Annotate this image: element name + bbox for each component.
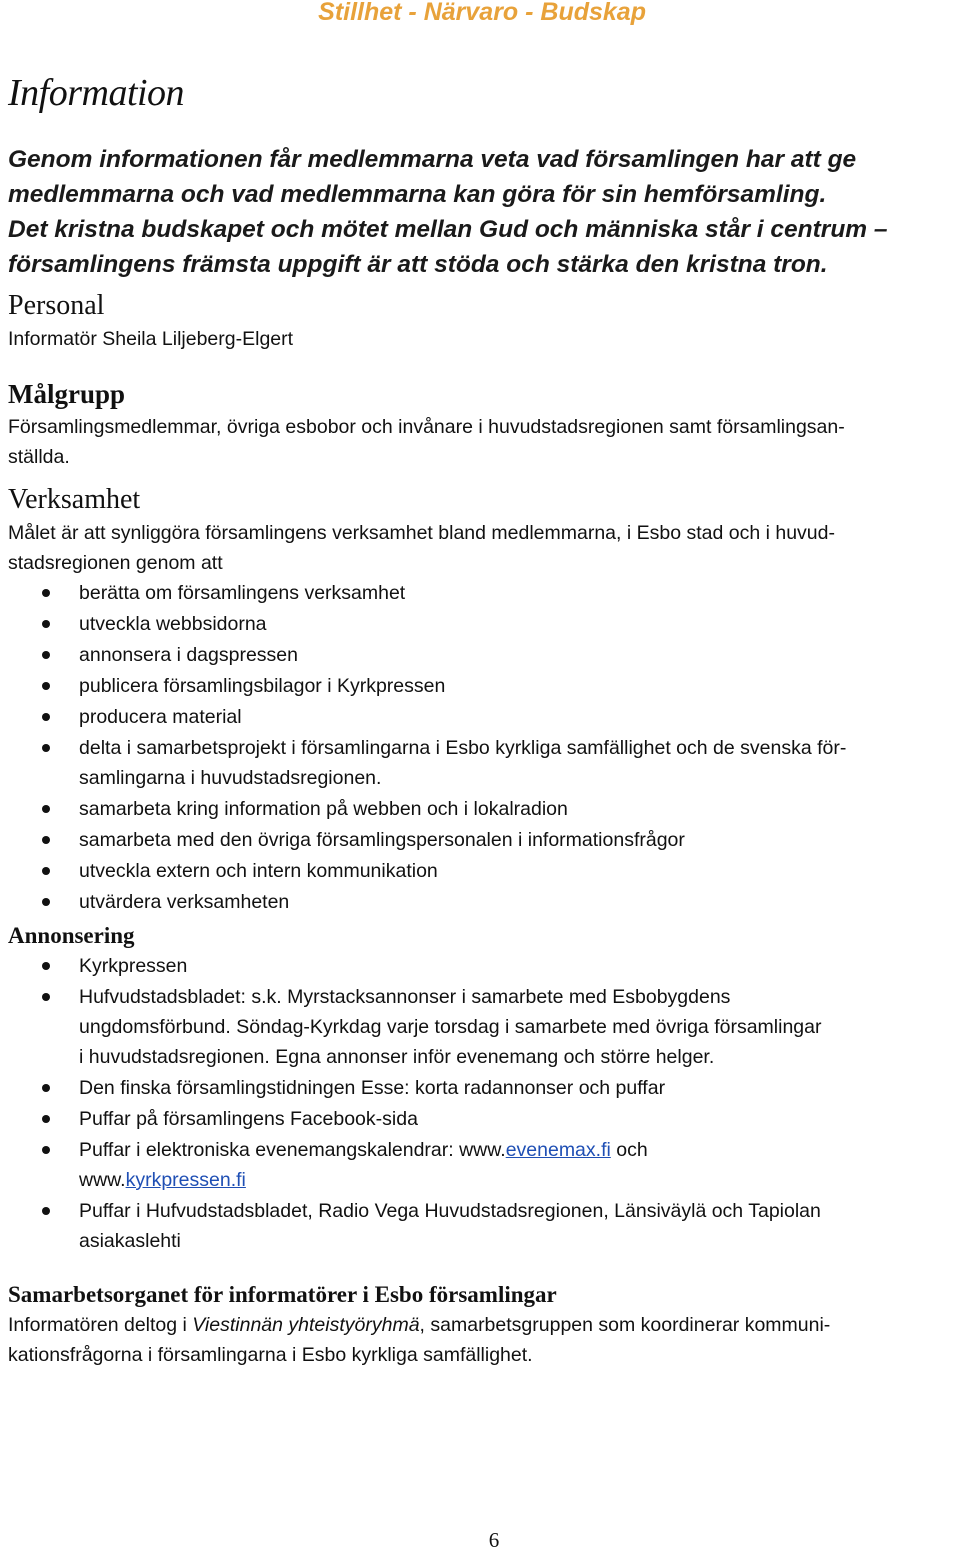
samarbetsorgan-text-line bbox=[8, 1310, 960, 1340]
personal-text: Informatör Sheila Liljeberg-Elgert bbox=[8, 328, 294, 350]
list-item-line: ungdomsförbund. Söndag-Kyrkdag varje torsdag i samarbete med övriga församlingar bbox=[79, 1016, 822, 1038]
text: , samarbetsgruppen som koordinerar kommuni- bbox=[419, 1314, 831, 1336]
page-title: Information bbox=[8, 72, 185, 114]
heading-samarbetsorgan: Samarbetsorganet för informatörer i Esbo församlingar bbox=[8, 1282, 557, 1307]
list-item bbox=[8, 1196, 960, 1256]
list-item: Den finska församlingstidningen Esse: korta radannonser och puffar bbox=[8, 1073, 960, 1103]
list-item: publicera församlingsbilagor i Kyrkpressen bbox=[8, 671, 960, 701]
list-item: utveckla webbsidorna bbox=[8, 609, 960, 639]
list-item-line: Hufvudstadsbladet: s.k. Myrstacksannonser i samarbete med Esbobygdens bbox=[79, 986, 731, 1008]
list-item: annonsera i dagspressen bbox=[8, 640, 960, 670]
list-item bbox=[8, 982, 960, 1072]
document-page bbox=[8, 70, 960, 1370]
intro-line: medlemmarna och vad medlemmarna kan göra för sin hemförsamling. bbox=[8, 181, 827, 208]
malgrupp-text-line: Församlingsmedlemmar, övriga esbobor och invånare i huvudstadsregionen samt församlingsan- bbox=[8, 416, 845, 438]
list-item-line bbox=[79, 1165, 960, 1195]
group-name: Viestinnän yhteistyöryhmä bbox=[192, 1314, 420, 1336]
section-verksamhet bbox=[8, 482, 960, 917]
section-samarbetsorgan bbox=[8, 1280, 960, 1370]
verksamhet-text-line: stadsregionen genom att bbox=[8, 552, 223, 574]
list-item: producera material bbox=[8, 702, 960, 732]
list-item-line bbox=[79, 1135, 960, 1165]
intro-line: Det kristna budskapet och mötet mellan Gud och människa står i centrum – bbox=[8, 216, 888, 243]
heading-personal: Personal bbox=[8, 290, 105, 321]
samarbetsorgan-text-line: kationsfrågorna i församlingarna i Esbo kyrkliga samfällighet. bbox=[8, 1344, 533, 1366]
list-item: utveckla extern och intern kommunikation bbox=[8, 856, 960, 886]
list-item: berätta om församlingens verksamhet bbox=[8, 578, 960, 608]
list-item: samarbeta kring information på webben och i lokalradion bbox=[8, 794, 960, 824]
list-item-line: delta i samarbetsprojekt i församlingarna i Esbo kyrkliga samfällighet och de svenska för- bbox=[79, 737, 847, 759]
intro-paragraph bbox=[8, 142, 960, 282]
section-personal bbox=[8, 288, 960, 354]
page-number: 6 bbox=[488, 1528, 500, 1552]
list-item-line: i huvudstadsregionen. Egna annonser inför evenemang och större helger. bbox=[79, 1046, 715, 1068]
list-item: utvärdera verksamheten bbox=[8, 887, 960, 917]
heading-annonsering: Annonsering bbox=[8, 923, 135, 948]
malgrupp-text-line: ställda. bbox=[8, 446, 70, 468]
verksamhet-text-line: Målet är att synliggöra församlingens verksamhet bland medlemmarna, i Esbo stad och i huvud- bbox=[8, 522, 835, 544]
text: Informatören deltog i bbox=[8, 1314, 193, 1336]
heading-malgrupp: Målgrupp bbox=[8, 379, 126, 409]
list-item-line: Puffar i Hufvudstadsbladet, Radio Vega Huvudstadsregionen, Länsiväylä och Tapiolan bbox=[79, 1200, 821, 1222]
section-malgrupp bbox=[8, 376, 960, 472]
running-header: Stillhet - Närvaro - Budskap bbox=[318, 0, 646, 26]
evenemax-link[interactable]: evenemax.fi bbox=[505, 1139, 611, 1161]
kyrkpressen-link[interactable]: kyrkpressen.fi bbox=[125, 1169, 246, 1191]
intro-line: Genom informationen får medlemmarna veta vad församlingen har att ge bbox=[8, 146, 857, 173]
list-item: samarbeta med den övriga församlingspersonalen i informationsfrågor bbox=[8, 825, 960, 855]
text: och bbox=[610, 1139, 648, 1161]
list-item-line: asiakaslehti bbox=[79, 1230, 181, 1252]
verksamhet-list bbox=[8, 578, 960, 917]
heading-verksamhet: Verksamhet bbox=[8, 484, 141, 515]
annonsering-list bbox=[8, 951, 960, 1256]
list-item bbox=[8, 1135, 960, 1195]
list-item: Kyrkpressen bbox=[8, 951, 960, 981]
list-item bbox=[8, 733, 960, 793]
intro-line: församlingens främsta uppgift är att stöda och stärka den kristna tron. bbox=[8, 251, 828, 278]
section-annonsering bbox=[8, 921, 960, 1256]
list-item-line: samlingarna i huvudstadsregionen. bbox=[79, 767, 382, 789]
text: Puffar i elektroniska evenemangskalendrar: www. bbox=[79, 1139, 506, 1161]
text: www. bbox=[79, 1169, 126, 1191]
list-item: Puffar på församlingens Facebook-sida bbox=[8, 1104, 960, 1134]
